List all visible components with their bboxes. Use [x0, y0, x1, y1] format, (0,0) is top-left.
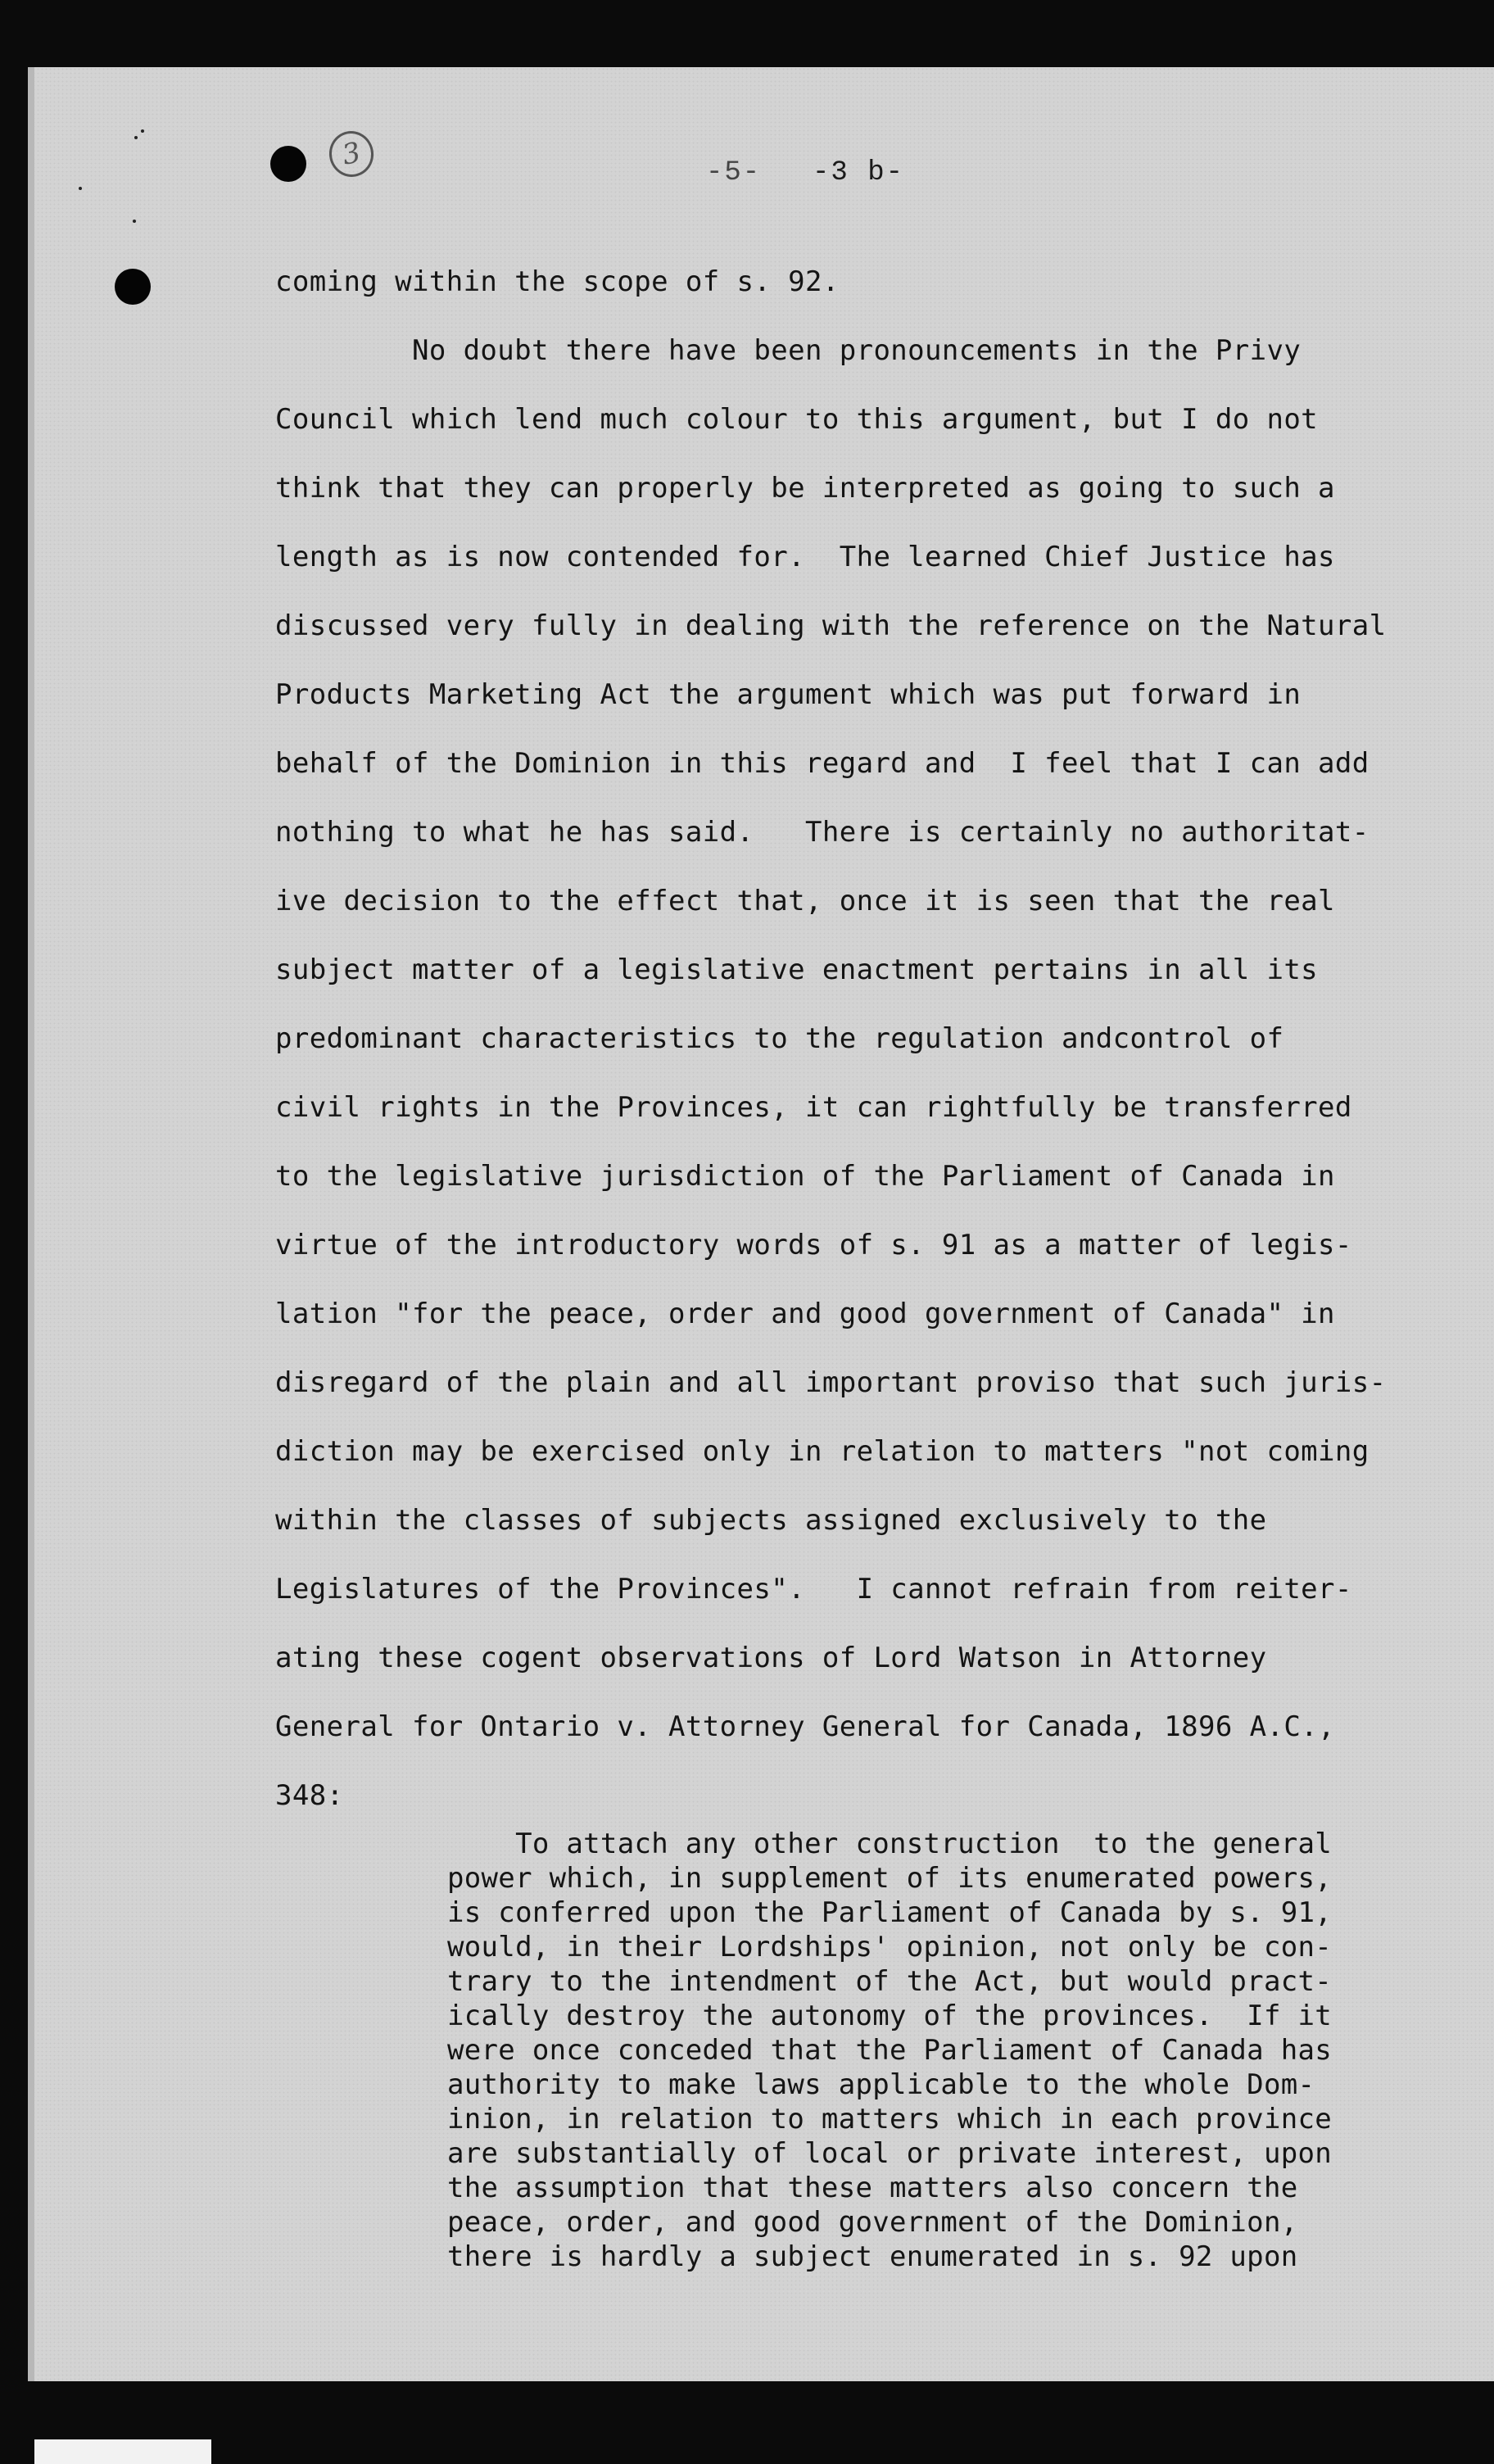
struck-page-number: -5- — [706, 157, 762, 188]
circled-page-mark: 3 — [325, 127, 378, 181]
page-number: -3 b- — [813, 157, 905, 188]
film-frame-label — [34, 2439, 211, 2464]
page-edge-shadow — [28, 67, 34, 2381]
film-speck — [141, 129, 144, 133]
film-speck — [79, 187, 82, 190]
body-text: coming within the scope of s. 92. No doubt there have been pronouncements in the Privy Council which lend much colour to this argument, but I do not think that they can properly be interpreted as going to such a length as is now contended for. The learned Chief Justice has discussed very fully in dealing with the reference on the Natural Products Marketing Act the argument which was put forward in behalf of the Dominion in this regard and I feel that I can add nothing to what he has said. There is certainly no authoritat- ive decision to the effect that, once it is seen that the real subject matter of a legislative enactment pertains in all its predominant characteristics to the regulation andcontrol of civil rights in the Provinces, it can rightfully be transferred to the legislative jurisdiction of the Parliament of Canada in virtue of the introductory words of s. 91 as a matter of legis- lation "for the peace, order and good government of Canada" in disregard of the plain and all important proviso that such juris- diction may be exercised only in relation to matters "not coming within the classes of subjects assigned exclusively to the Legislatures of the Provinces". I cannot refrain from reiter- ating these cogent observations of Lord Watson in Attorney General for Ontario v. Attorney General for Canada, 1896 A.C., 348: — [275, 265, 1387, 1812]
film-speck — [133, 220, 136, 223]
binder-hole — [270, 146, 306, 182]
film-speck — [134, 136, 138, 139]
block-quote: To attach any other construction to the general power which, in supplement of its enumerated powers, is conferred upon the Parliament of Canada by s. 91, would, in their Lordships' opinion, not only be con- trary to the intendment of the Act, but would pract- ically destroy the autonomy of the provinces. If it were once conceded that the Parliament of Canada has authority to make laws applicable to the whole Dom- inion, in relation to matters which in each province are substantially of local or private interest, upon the assumption that these matters also concern the peace, order, and good government of the Dominion, there is hardly a subject enumerated in s. 92 upon — [447, 1828, 1333, 2273]
binder-hole — [115, 269, 151, 305]
